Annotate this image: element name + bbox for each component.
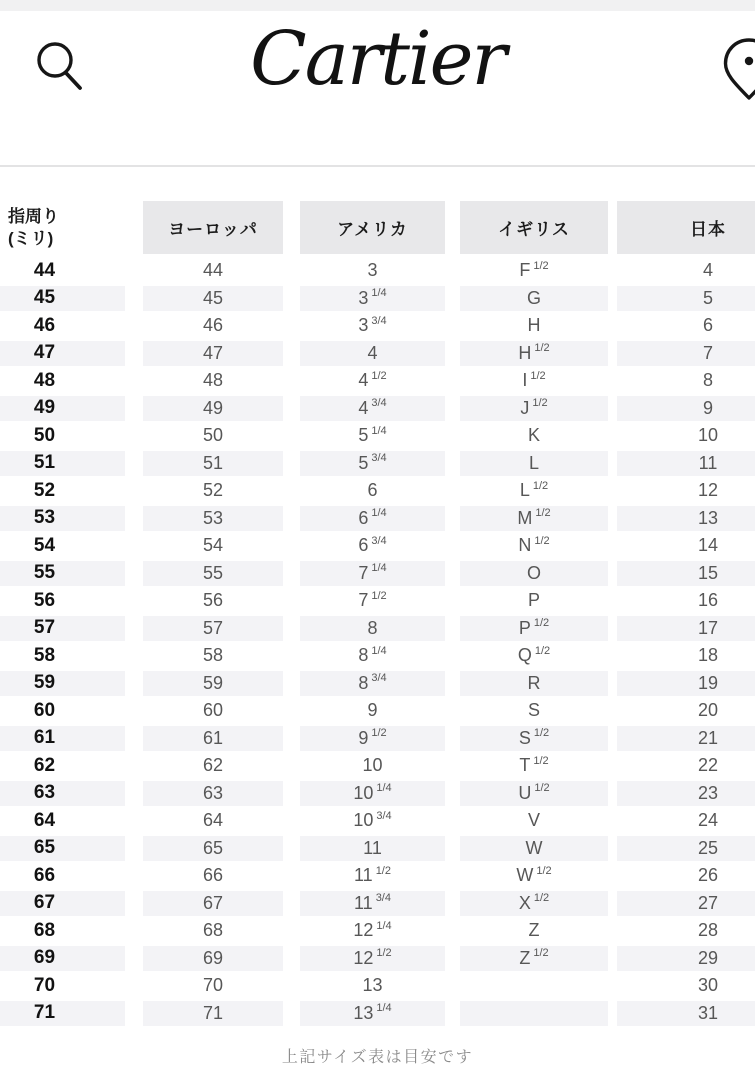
cell-japan: 20 (697, 700, 719, 721)
cell-america: 4 (300, 340, 445, 368)
cell-europe: 53 (143, 505, 283, 533)
column-header-line: (ミリ) (8, 228, 54, 248)
cell-america: 13 1/4 (300, 1000, 445, 1028)
cell-japan: 24 (697, 810, 719, 831)
cell-america: 7 1/4 (300, 560, 445, 588)
table-row (0, 835, 755, 863)
cell-europe: 67 (143, 890, 283, 918)
column-header-uk: イギリス (460, 201, 608, 254)
cell-japan: 30 (697, 975, 719, 996)
ring-size-table (0, 201, 755, 1027)
cell-america: 8 1/4 (358, 644, 387, 666)
cell-japan: 31 (617, 1000, 755, 1028)
cell-japan: 15 (617, 560, 755, 588)
cell-circumference-mm: 44 (33, 259, 56, 281)
location-pin-icon (720, 90, 755, 105)
cell-europe: 57 (143, 615, 283, 643)
cell-japan: 23 (617, 780, 755, 808)
cell-circumference-mm: 62 (33, 754, 56, 776)
table-row (0, 615, 755, 643)
cell-america: 3 3/4 (358, 314, 387, 336)
table-row (0, 422, 755, 450)
cell-europe: 56 (202, 590, 224, 611)
cell-america: 6 (367, 480, 378, 501)
top-band (0, 0, 755, 11)
cell-uk: L 1/2 (519, 479, 549, 501)
cell-circumference-mm: 54 (33, 534, 56, 556)
cell-japan: 25 (617, 835, 755, 863)
table-row (0, 312, 755, 340)
cell-america: 11 3/4 (300, 890, 445, 918)
cell-uk: K (527, 425, 540, 446)
cell-uk: F 1/2 (519, 259, 549, 281)
cell-uk: J 1/2 (460, 395, 608, 423)
column-header-america: アメリカ (300, 201, 445, 254)
cell-circumference-mm: 55 (0, 560, 125, 588)
cell-circumference-mm: 46 (33, 314, 56, 336)
cell-circumference-mm: 63 (0, 780, 125, 808)
table-header-row (0, 201, 755, 254)
table-row (0, 477, 755, 505)
cell-europe: 55 (143, 560, 283, 588)
cell-japan: 17 (617, 615, 755, 643)
cell-circumference-mm: 69 (0, 945, 125, 973)
column-header-line: 指周り (8, 207, 59, 227)
cell-japan: 27 (617, 890, 755, 918)
cell-japan: 28 (697, 920, 719, 941)
cell-circumference-mm: 51 (0, 450, 125, 478)
cell-europe: 68 (202, 920, 224, 941)
cell-america: 10 1/4 (300, 780, 445, 808)
cell-circumference-mm: 67 (0, 890, 125, 918)
cell-circumference-mm: 50 (33, 424, 56, 446)
table-row (0, 642, 755, 670)
cell-uk: P (527, 590, 540, 611)
cell-uk (460, 972, 608, 1000)
cell-america: 4 3/4 (300, 395, 445, 423)
cell-circumference-mm: 68 (33, 919, 56, 941)
cell-uk: Q 1/2 (517, 644, 551, 666)
table-row (0, 780, 755, 808)
cell-japan: 11 (617, 450, 755, 478)
cell-europe: 63 (143, 780, 283, 808)
cell-japan: 16 (697, 590, 719, 611)
cell-america: 3 1/4 (300, 285, 445, 313)
cell-uk: N 1/2 (518, 534, 550, 556)
table-row (0, 587, 755, 615)
cell-japan: 26 (697, 865, 719, 886)
table-row (0, 1000, 755, 1028)
cell-europe: 71 (143, 1000, 283, 1028)
cell-circumference-mm: 48 (33, 369, 56, 391)
cell-europe: 46 (202, 315, 224, 336)
table-row (0, 367, 755, 395)
cell-circumference-mm: 61 (0, 725, 125, 753)
column-header-europe: ヨーロッパ (143, 201, 283, 254)
table-row (0, 395, 755, 423)
cell-europe: 47 (143, 340, 283, 368)
cell-america: 3 (367, 260, 378, 281)
cell-uk: H 1/2 (460, 340, 608, 368)
table-row (0, 697, 755, 725)
table-row (0, 505, 755, 533)
cell-europe: 66 (202, 865, 224, 886)
cell-europe: 49 (143, 395, 283, 423)
cell-europe: 52 (202, 480, 224, 501)
cell-uk: Z (528, 920, 540, 941)
column-header-japan: 日本 (617, 201, 755, 254)
column-header-circumference (0, 201, 125, 254)
table-row (0, 945, 755, 973)
cell-japan: 12 (697, 480, 719, 501)
cell-circumference-mm: 58 (33, 644, 56, 666)
size-table-body (0, 257, 755, 1027)
cell-japan: 21 (617, 725, 755, 753)
cell-uk: P 1/2 (460, 615, 608, 643)
cell-america: 10 (362, 755, 383, 776)
cell-europe: 44 (202, 260, 224, 281)
cell-europe: 59 (143, 670, 283, 698)
cell-uk: H (527, 315, 541, 336)
cell-europe: 48 (202, 370, 224, 391)
cell-uk: S (527, 700, 540, 721)
cell-america: 4 1/2 (358, 369, 387, 391)
table-row (0, 725, 755, 753)
cell-uk: Z 1/2 (460, 945, 608, 973)
cell-japan: 22 (697, 755, 719, 776)
cell-japan: 10 (697, 425, 719, 446)
cell-japan: 18 (697, 645, 719, 666)
cell-japan: 7 (617, 340, 755, 368)
app-header (0, 11, 755, 165)
table-row (0, 752, 755, 780)
cell-uk: V (527, 810, 540, 831)
table-row (0, 340, 755, 368)
cell-circumference-mm: 52 (33, 479, 56, 501)
cell-america: 11 1/2 (354, 864, 391, 886)
cell-uk (460, 1000, 608, 1028)
cell-america: 5 1/4 (358, 424, 387, 446)
table-row (0, 862, 755, 890)
cell-uk: S 1/2 (460, 725, 608, 753)
cell-circumference-mm: 60 (33, 699, 56, 721)
cell-america: 8 (300, 615, 445, 643)
header-divider (0, 165, 755, 167)
cell-uk: U 1/2 (460, 780, 608, 808)
cell-japan: 13 (617, 505, 755, 533)
cell-uk: R (460, 670, 608, 698)
cell-circumference-mm: 49 (0, 395, 125, 423)
cell-uk: T 1/2 (519, 754, 549, 776)
cell-japan: 5 (617, 285, 755, 313)
cell-japan: 4 (702, 260, 713, 281)
cell-europe: 50 (202, 425, 224, 446)
cell-america: 5 3/4 (300, 450, 445, 478)
cell-circumference-mm: 70 (33, 974, 56, 996)
store-locator-button[interactable] (720, 36, 755, 102)
cell-uk: O (460, 560, 608, 588)
cell-america: 10 3/4 (353, 809, 392, 831)
cell-europe: 54 (202, 535, 224, 556)
cell-europe: 64 (202, 810, 224, 831)
cell-circumference-mm: 45 (0, 285, 125, 313)
cell-japan: 8 (702, 370, 713, 391)
cell-america: 7 1/2 (358, 589, 387, 611)
table-row (0, 560, 755, 588)
cell-america: 12 1/2 (300, 945, 445, 973)
cell-circumference-mm: 65 (0, 835, 125, 863)
table-row (0, 285, 755, 313)
table-row (0, 257, 755, 285)
table-row (0, 450, 755, 478)
cell-uk: M 1/2 (460, 505, 608, 533)
cell-europe: 51 (143, 450, 283, 478)
cell-japan: 29 (617, 945, 755, 973)
cell-uk: X 1/2 (460, 890, 608, 918)
cell-europe: 61 (143, 725, 283, 753)
cell-circumference-mm: 66 (33, 864, 56, 886)
cell-europe: 70 (202, 975, 224, 996)
cell-america: 11 (300, 835, 445, 863)
cell-circumference-mm: 57 (0, 615, 125, 643)
cell-circumference-mm: 59 (0, 670, 125, 698)
cell-circumference-mm: 64 (33, 809, 56, 831)
cell-circumference-mm: 56 (33, 589, 56, 611)
cell-america: 6 1/4 (300, 505, 445, 533)
table-row (0, 807, 755, 835)
cell-uk: W (460, 835, 608, 863)
cell-america: 6 3/4 (358, 534, 387, 556)
cell-japan: 19 (617, 670, 755, 698)
brand-logo[interactable]: Cartier (250, 16, 505, 102)
table-row (0, 532, 755, 560)
cell-europe: 60 (202, 700, 224, 721)
table-row (0, 890, 755, 918)
cell-america: 12 1/4 (353, 919, 392, 941)
table-row (0, 670, 755, 698)
cell-japan: 9 (617, 395, 755, 423)
cell-america: 9 1/2 (300, 725, 445, 753)
cell-uk: L (460, 450, 608, 478)
table-row (0, 972, 755, 1000)
cell-uk: I 1/2 (522, 369, 546, 391)
size-chart-disclaimer: 上記サイズ表は目安です (281, 1049, 474, 1066)
cell-circumference-mm: 53 (0, 505, 125, 533)
cell-europe: 58 (202, 645, 224, 666)
cell-europe: 45 (143, 285, 283, 313)
cell-japan: 6 (702, 315, 713, 336)
cell-japan: 14 (697, 535, 719, 556)
table-row (0, 917, 755, 945)
cell-europe: 69 (143, 945, 283, 973)
cell-america: 13 (362, 975, 383, 996)
cell-uk: G (460, 285, 608, 313)
cell-america: 9 (367, 700, 378, 721)
cell-circumference-mm: 71 (0, 1000, 125, 1028)
cell-america: 8 3/4 (300, 670, 445, 698)
cell-europe: 65 (143, 835, 283, 863)
cell-europe: 62 (202, 755, 224, 776)
cell-uk: W 1/2 (516, 864, 552, 886)
cell-circumference-mm: 47 (0, 340, 125, 368)
